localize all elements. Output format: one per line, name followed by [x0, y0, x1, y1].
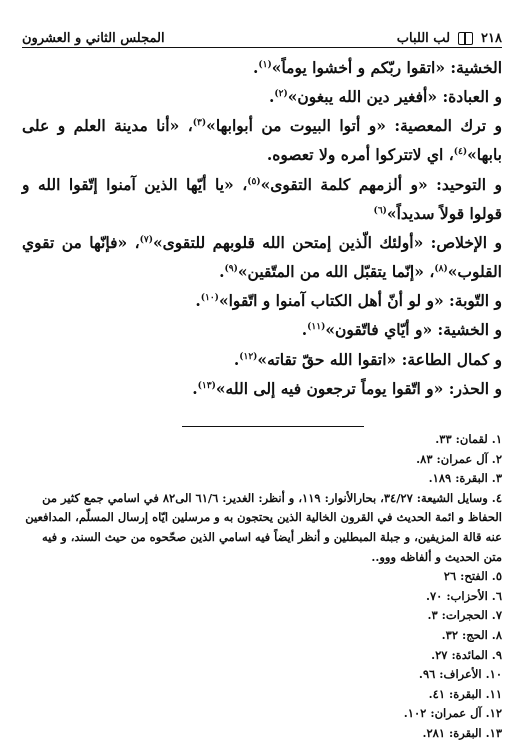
- footnote: ٨. الحج: ٣٢.: [441, 627, 502, 642]
- text-line: و ترك المعصية: «و أتوا البيوت من أبوابها»$^{(٣)}$، «أنا مدينة العلم و على بابها»$^{(٤)}$، اي لاتتركوا أمره ولا تعصوه.: [22, 116, 502, 165]
- book-icon: [458, 32, 473, 45]
- main-text: [22, 52, 502, 402]
- footnote: ٢. آل عمران: ٨٣.: [416, 451, 502, 466]
- footnote-divider: [182, 426, 364, 427]
- footnote: ٤. وسايل الشيعة: ٣٤/٢٧، بحارالأنوار: ١١٩، و أنظر: الغدير: ٦١/٦ الى٨٢ في اسامي جمع كثير من الحفاظ و ائمة الحديث في القرون الخالية الذين يحتجون به و مرسلين ايّاه إرسال المسلّم، المدافعين عنه قالة المزيفين، و جبلة المبطلين و أنظر أيضاً فيه اسامي الذين صحّحوه من حيث السند، و فيه متن الحديث و ألفاظه ووو..: [25, 490, 502, 564]
- text-line: و التّوبة: «و لو أنّ أهل الكتاب آمنوا و اتّقوا»$^{(١٠)}$.: [195, 291, 502, 311]
- footnote: ٣. البقرة: ١٨٩.: [428, 471, 502, 486]
- text-line: الخشية: «اتقوا ربّكم و أخشوا يوماً»$^{(١)}$.: [252, 58, 502, 78]
- chapter-title: المجلس الثاني و العشرون: [22, 31, 165, 46]
- header-divider: [22, 47, 502, 48]
- footnote: ١٢. آل عمران: ١٠٢.: [403, 706, 502, 721]
- footnote: ١٣. البقرة: ٢٨١.: [422, 725, 502, 740]
- footnote: ٩. المائدة: ٢٧.: [431, 647, 502, 662]
- footnotes: [22, 430, 502, 744]
- text-line: و العبادة: «أفغير دين الله يبغون»$^{(٢)}$.: [268, 87, 502, 107]
- text-line: و التوحيد: «و ألزمهم كلمة التقوى»$^{(٥)}$، «يا أيّها الذين آمنوا إتّقوا الله و قولوا قولاً سديداً»$^{(٦)}$: [22, 174, 502, 223]
- footnote: ١١. البقرة: ٤١.: [428, 686, 502, 701]
- footnote: ٦. الأحزاب: ٧٠.: [425, 588, 502, 603]
- text-line: و الإخلاص: «أولئك الّذين إمتحن الله قلوبهم للتقوى»$^{(٧)}$، «فإنّها من تقوي القلوب»$^{(٨)}$، «إنّما يتقبّل الله من المتّقين»$^{(٩)}$.: [22, 233, 502, 282]
- text-line: و الخشية: «و أيّاي فاتّقون»$^{(١١)}$.: [301, 320, 502, 340]
- footnote: ٧. الحجرات: ٣.: [427, 608, 502, 623]
- footnote: ٥. الفتح: ٢٦: [443, 569, 502, 584]
- footnote: ١. لقمان: ٣٣.: [435, 432, 502, 446]
- footnote: ١٠. الأعراف: ٩٦.: [418, 667, 502, 682]
- book-title: لب اللباب: [396, 31, 451, 46]
- text-line: و الحذر: «و اتّقوا يوماً ترجعون فيه إلى الله»$^{(١٣)}$.: [192, 378, 502, 398]
- text-line: و كمال الطاعة: «اتقوا الله حقّ تقاته»$^{(١٢)}$.: [233, 349, 502, 369]
- header-right: [397, 31, 502, 46]
- page-number: ٢١٨: [481, 31, 502, 46]
- page-header: [22, 20, 502, 46]
